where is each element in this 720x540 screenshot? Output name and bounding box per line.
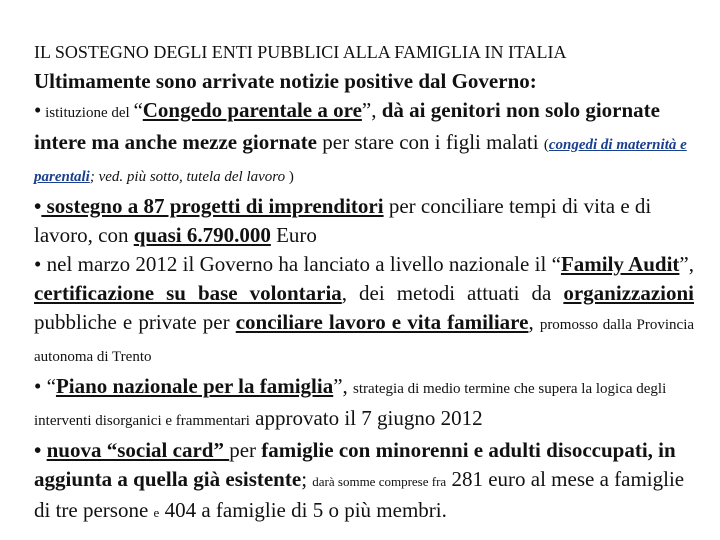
tutela-text: ; ved. più sotto, tutela del lavoro	[89, 169, 286, 185]
e-text: e	[153, 505, 160, 520]
bullet-quote: • “	[34, 374, 56, 398]
congedo-parentale-text: Congedo parentale a ore	[142, 98, 362, 122]
metodi-text: , dei metodi attuati da	[341, 281, 564, 305]
strategia-text: strategia di medio termine che supera la logica degli interventi disorganici e frammentari	[34, 381, 667, 429]
bullet: •	[34, 98, 42, 122]
conciliare-lavoro-text: conciliare lavoro e vita familiare	[235, 310, 529, 334]
certificazione-text: certificazione su base volontaria	[34, 281, 342, 305]
congedi-link[interactable]: congedi di maternità e parentali	[34, 137, 687, 185]
conciliare-tempi-text: per conciliare tempi di vita e di lavoro, con	[34, 194, 652, 247]
paragraph-social-card	[34, 436, 694, 527]
quote-close: ”,	[333, 374, 354, 398]
euro-404-text: 404 a famiglie di 5 o più membri.	[159, 498, 447, 522]
document-heading: IL SOSTEGNO DEGLI ENTI PUBBLICI ALLA FAMIGLIA IN ITALIA	[34, 42, 567, 62]
lead-text: istituzione del	[41, 105, 134, 121]
paragraph-progetti	[34, 192, 694, 250]
paragraph-congedo	[34, 96, 694, 192]
comma: ,	[528, 310, 540, 334]
progetti-text: sostegno a 87 progetti di imprenditori	[41, 194, 384, 218]
document-page	[34, 38, 694, 527]
social-card-text: nuova “social card”	[46, 438, 230, 462]
open-quote: “	[133, 98, 143, 122]
amount-text: quasi 6.790.000	[133, 223, 271, 247]
family-audit-text: Family Audit	[560, 252, 680, 276]
famiglie-text: famiglie con minorenni e adulti disoccupati, in aggiunta a quella già esistente	[34, 438, 676, 491]
pubbliche-text: pubbliche e private per	[34, 310, 236, 334]
paren-close: )	[285, 169, 294, 185]
somme-text: darà somme comprese fra	[312, 474, 447, 489]
approvato-text: approvato il 7 giugno 2012	[249, 406, 483, 430]
paragraph-piano	[34, 372, 694, 436]
per-text: per	[229, 438, 262, 462]
intro-line: Ultimamente sono arrivate notizie positive dal Governo:	[34, 69, 537, 93]
close-quote: ”,	[361, 98, 382, 122]
piano-nazionale-text: Piano nazionale per la famiglia	[55, 374, 334, 398]
paragraph-family-audit	[34, 250, 694, 372]
figli-text: per stare con i figli malati	[317, 130, 544, 154]
bullet: •	[34, 194, 42, 218]
genitori-text: dà ai genitori non solo giornate intere ma anche mezze giornate	[34, 98, 660, 154]
organizzazioni-text: organizzazioni	[563, 281, 695, 305]
bullet: •	[34, 438, 47, 462]
semicolon: ;	[301, 467, 313, 491]
quote-close: ”,	[679, 252, 694, 276]
trento-text: promosso dalla Provincia autonoma di Trento	[34, 317, 695, 365]
paren-open: (	[543, 137, 549, 153]
marzo-text: • nel marzo 2012 il Governo ha lanciato a livello nazionale il “	[34, 252, 561, 276]
euro-text: Euro	[270, 223, 317, 247]
euro-281-text: 281 euro al mese a famiglie di tre persone	[34, 467, 685, 522]
